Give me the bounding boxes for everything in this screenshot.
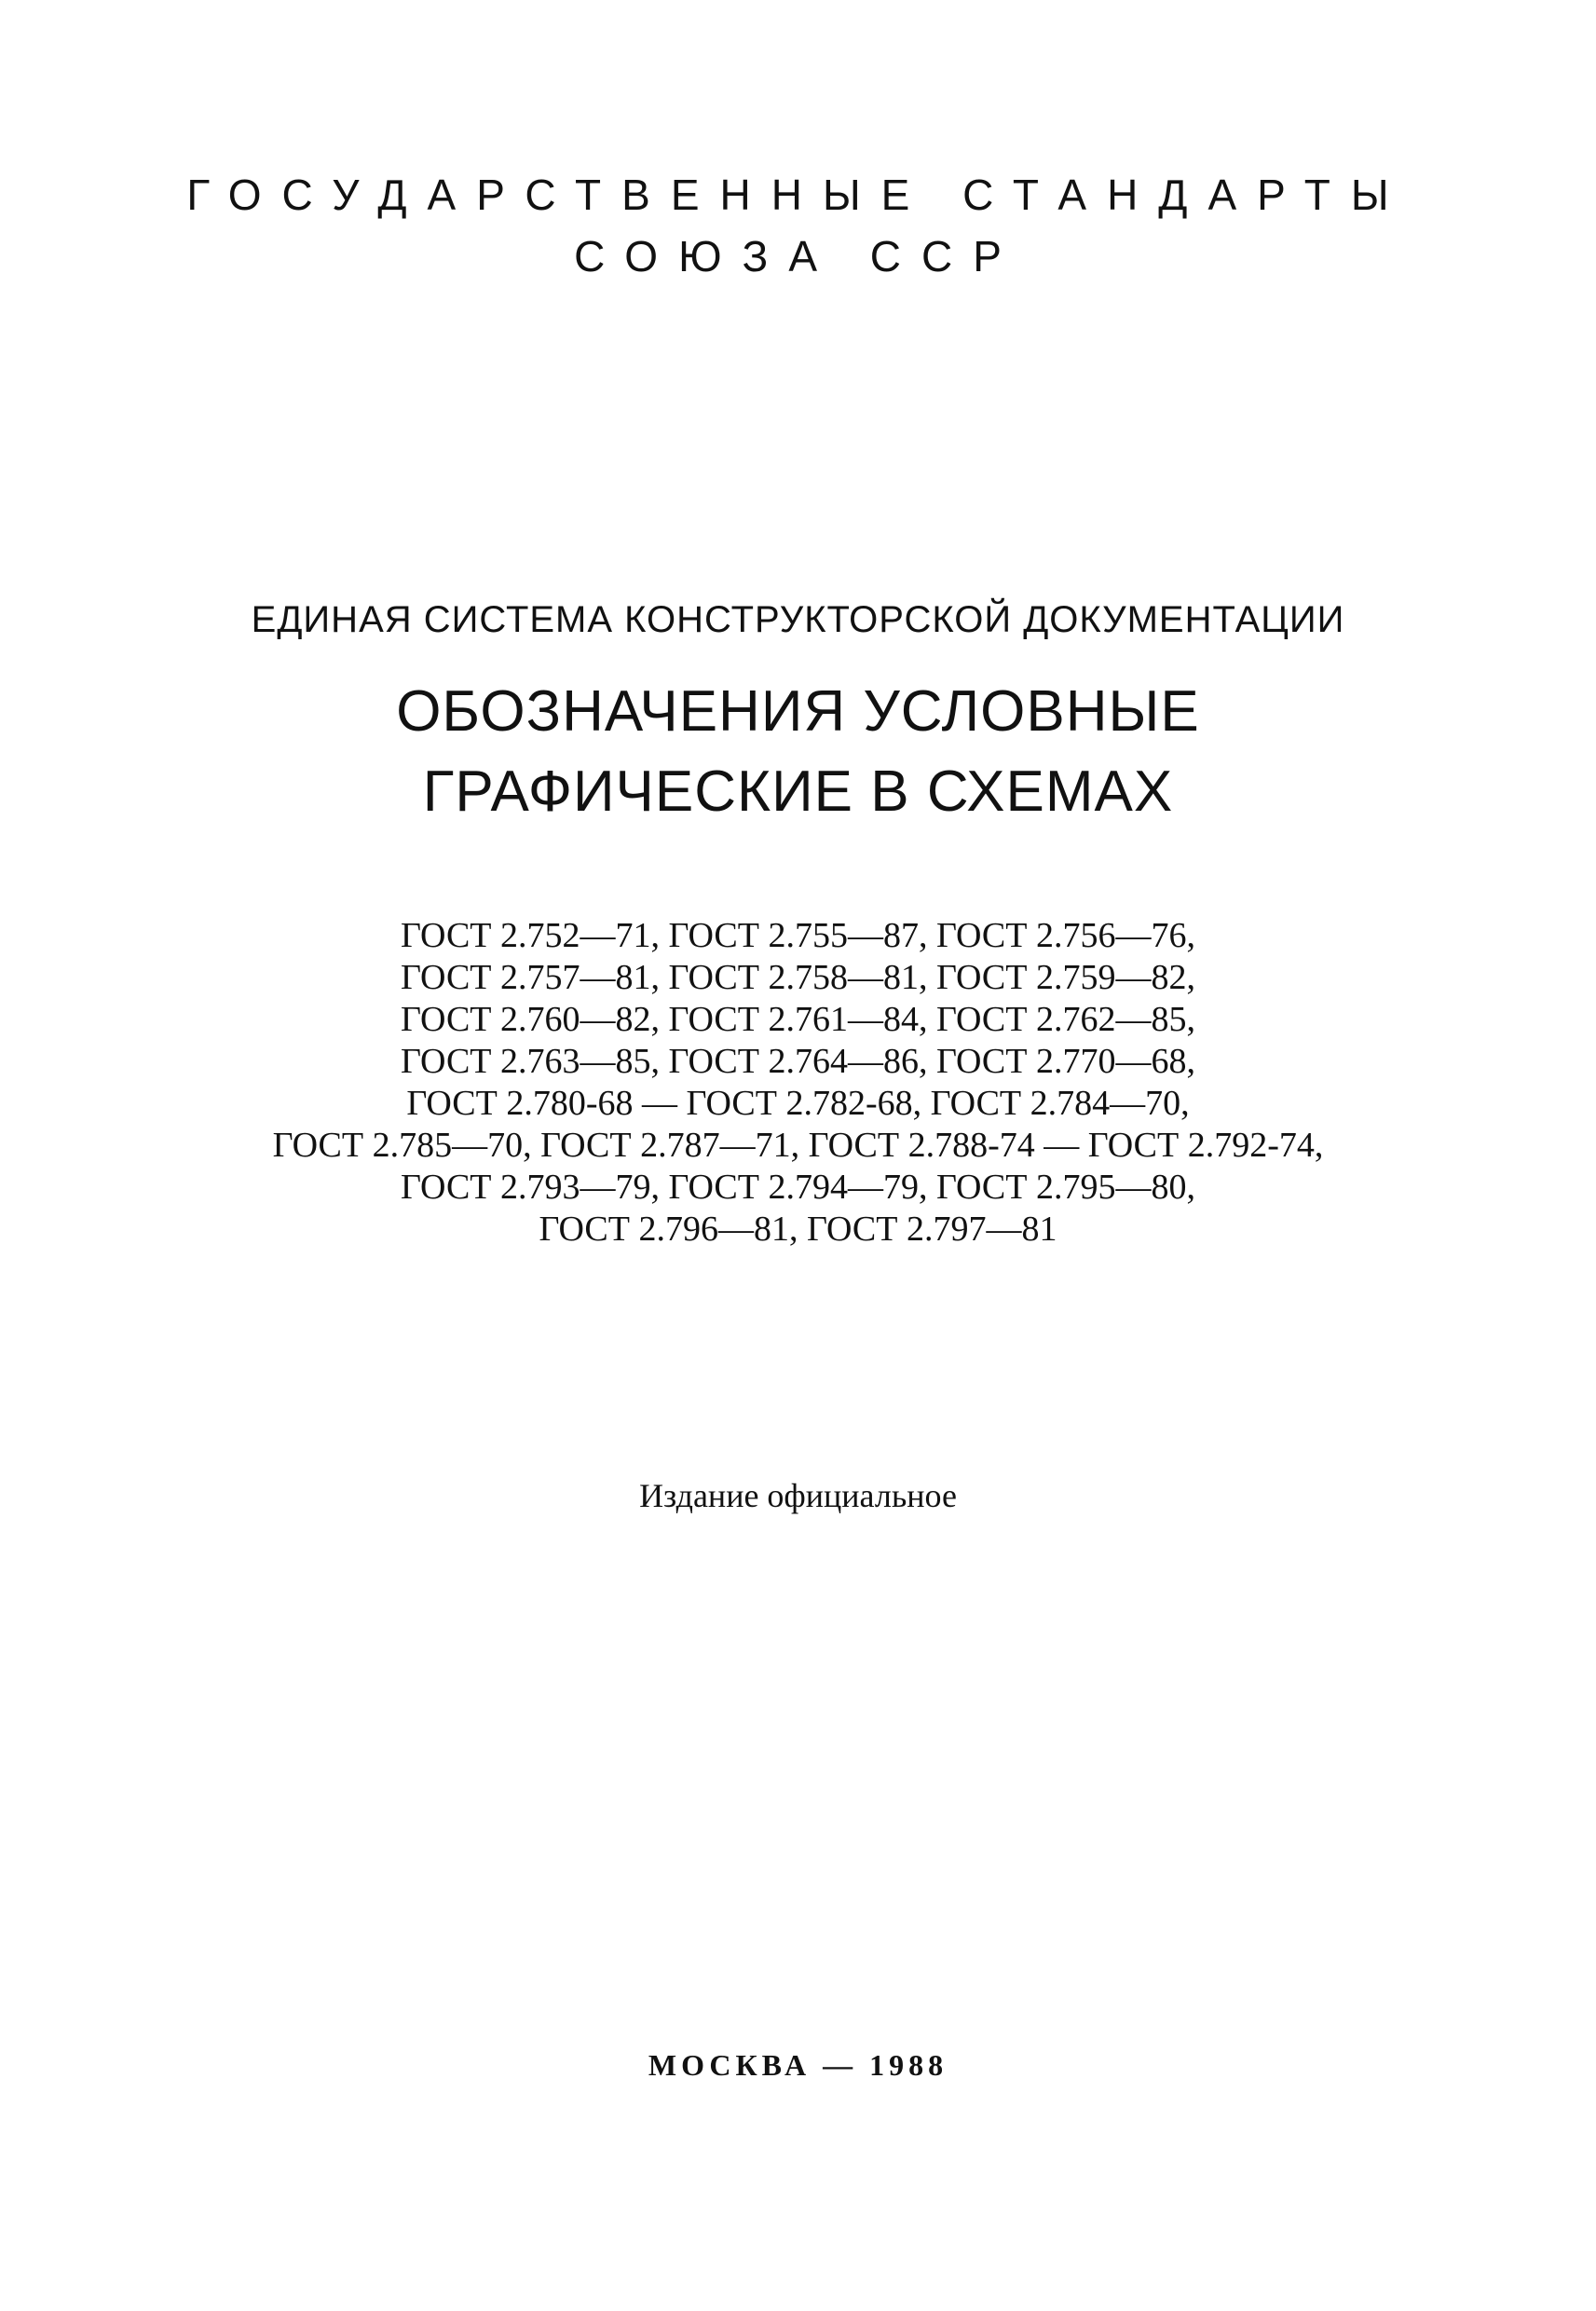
standards-line: ГОСТ 2.785—70, ГОСТ 2.787—71, ГОСТ 2.788-74 — ГОСТ 2.792-74, [272,1126,1324,1165]
header-line-1: ГОСУДАРСТВЕННЫЕ СТАНДАРТЫ [186,171,1410,219]
standards-line: ГОСТ 2.796—81, ГОСТ 2.797—81 [539,1210,1057,1249]
edition-note: Издание официальное [639,1477,957,1514]
header-line-2: СОЮЗА ССР [574,232,1022,280]
standards-line: ГОСТ 2.780-68 — ГОСТ 2.782-68, ГОСТ 2.784—70, [406,1084,1190,1123]
standards-line: ГОСТ 2.760—82, ГОСТ 2.761—84, ГОСТ 2.762—85, [401,1000,1195,1039]
standards-line: ГОСТ 2.763—85, ГОСТ 2.764—86, ГОСТ 2.770—68, [401,1042,1195,1081]
standards-line: ГОСТ 2.752—71, ГОСТ 2.755—87, ГОСТ 2.756—76, [401,916,1195,955]
standards-line: ГОСТ 2.793—79, ГОСТ 2.794—79, ГОСТ 2.795—80, [401,1168,1195,1207]
series-title: ЕДИНАЯ СИСТЕМА КОНСТРУКТОРСКОЙ ДОКУМЕНТАЦИИ [251,599,1345,640]
imprint-city-year: МОСКВА — 1988 [648,2048,948,2082]
standards-list [0,915,1596,1251]
document-title-line-1: ОБОЗНАЧЕНИЯ УСЛОВНЫЕ [396,679,1200,744]
document-title-line-2: ГРАФИЧЕСКИЕ В СХЕМАХ [422,759,1174,824]
standards-line: ГОСТ 2.757—81, ГОСТ 2.758—81, ГОСТ 2.759—82, [401,958,1195,997]
